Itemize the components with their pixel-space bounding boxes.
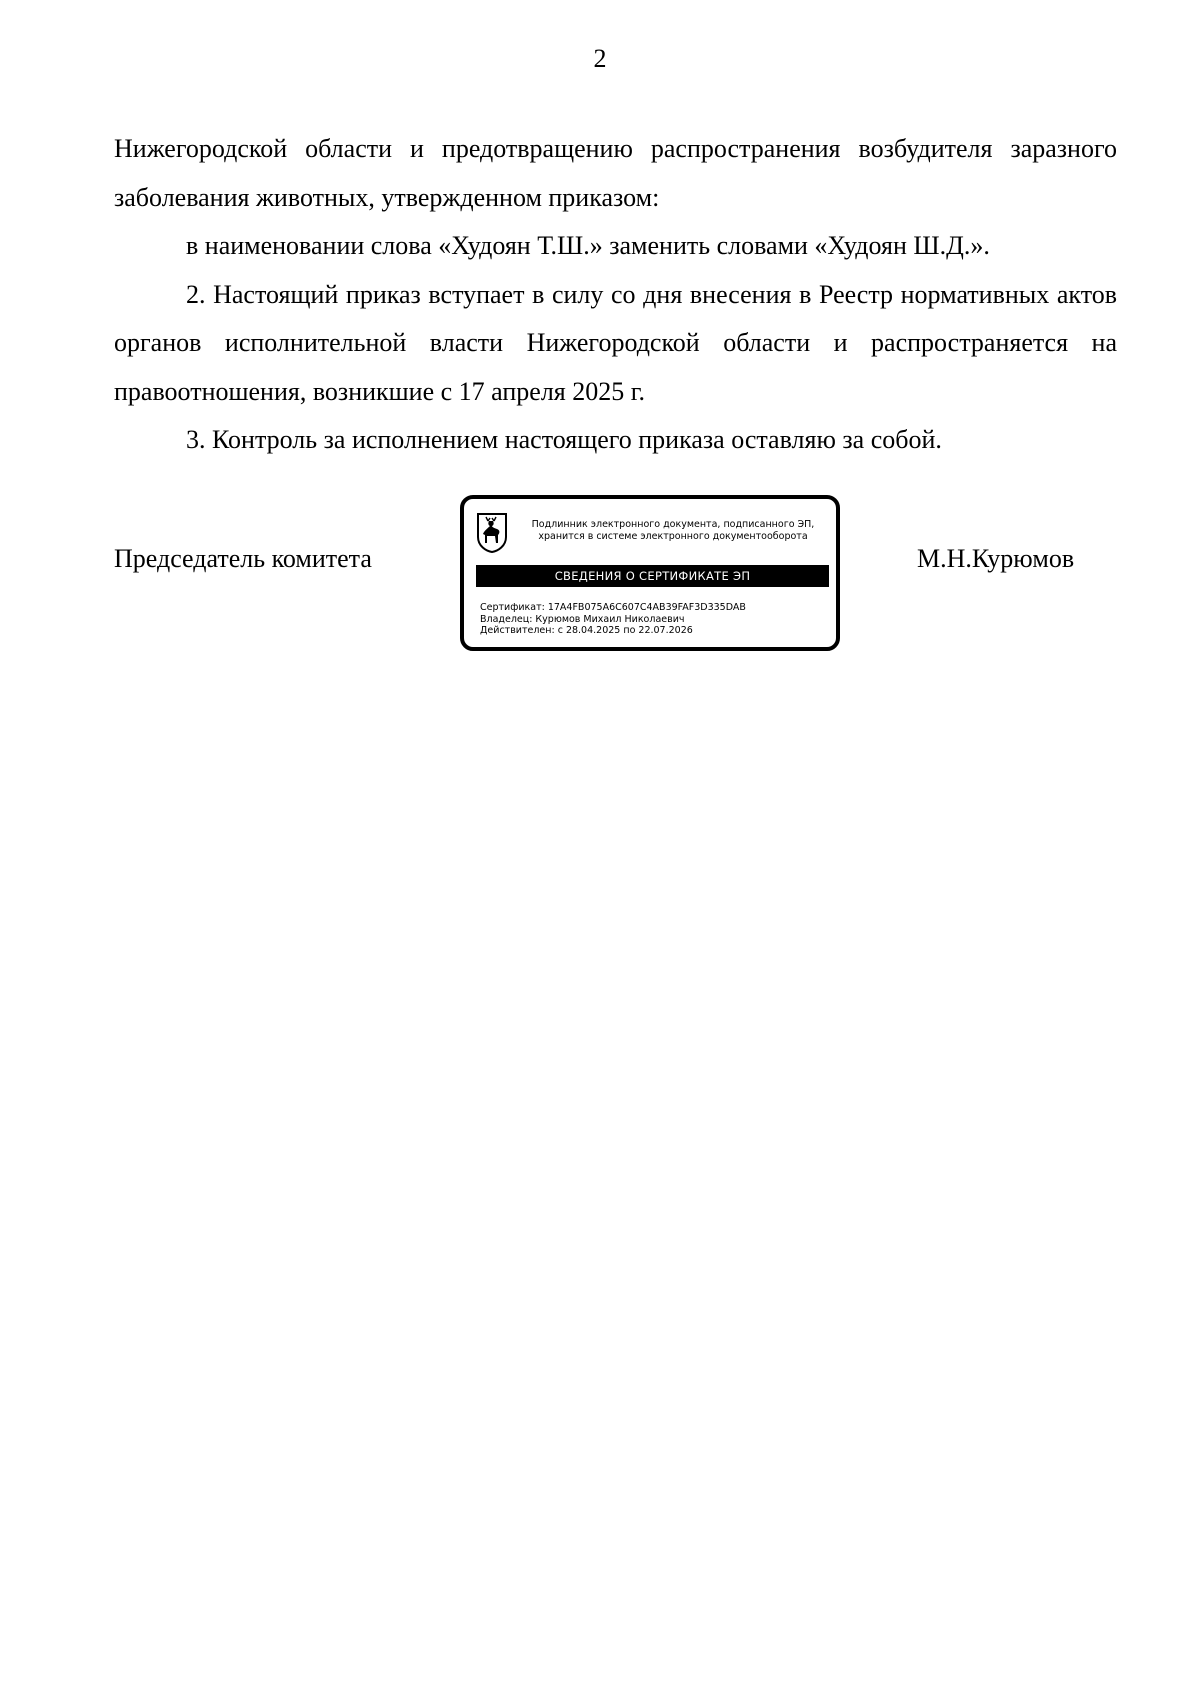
- certificate-validity: Действителен: с 28.04.2025 по 22.07.2026: [480, 625, 693, 636]
- certificate-number: Сертификат: 17A4FB075A6C607C4AB39FAF3D335DAB: [480, 602, 746, 613]
- stamp-header: [510, 519, 836, 543]
- signatory-name: М.Н.Курюмов: [917, 544, 1075, 573]
- document-body: [114, 125, 1117, 465]
- signatory-title: Председатель комитета: [114, 544, 372, 573]
- clause-2-paragraph: 2. Настоящий приказ вступает в силу со дня внесения в Реестр нормативных актов органов исполнительной власти Нижегородской области и распространяется на правоотношения, возникшие с 17 апреля 2025 г.: [114, 279, 1117, 406]
- clause-3-paragraph: 3. Контроль за исполнением настоящего приказа оставляю за собой.: [186, 425, 942, 454]
- certificate-info-bar: СВЕДЕНИЯ О СЕРТИФИКАТЕ ЭП: [476, 565, 829, 587]
- page-number: 2: [593, 44, 607, 73]
- certificate-owner: Владелец: Курюмов Михаил Николаевич: [480, 613, 685, 625]
- paragraph-continuation: Нижегородской области и предотвращению распространения возбудителя заразного заболевания животных, утвержденном приказом:: [114, 134, 1117, 212]
- stamp-header-line-2: хранится в системе электронного документооборота: [538, 531, 808, 542]
- certificate-details: [480, 602, 746, 637]
- stamp-header-line-1: Подлинник электронного документа, подписанного ЭП,: [531, 519, 815, 530]
- electronic-signature-stamp: [460, 495, 840, 651]
- amendment-paragraph: в наименовании слова «Худоян Т.Ш.» заменить словами «Худоян Ш.Д.».: [186, 231, 990, 260]
- nizhny-novgorod-deer-emblem-icon: [476, 513, 508, 553]
